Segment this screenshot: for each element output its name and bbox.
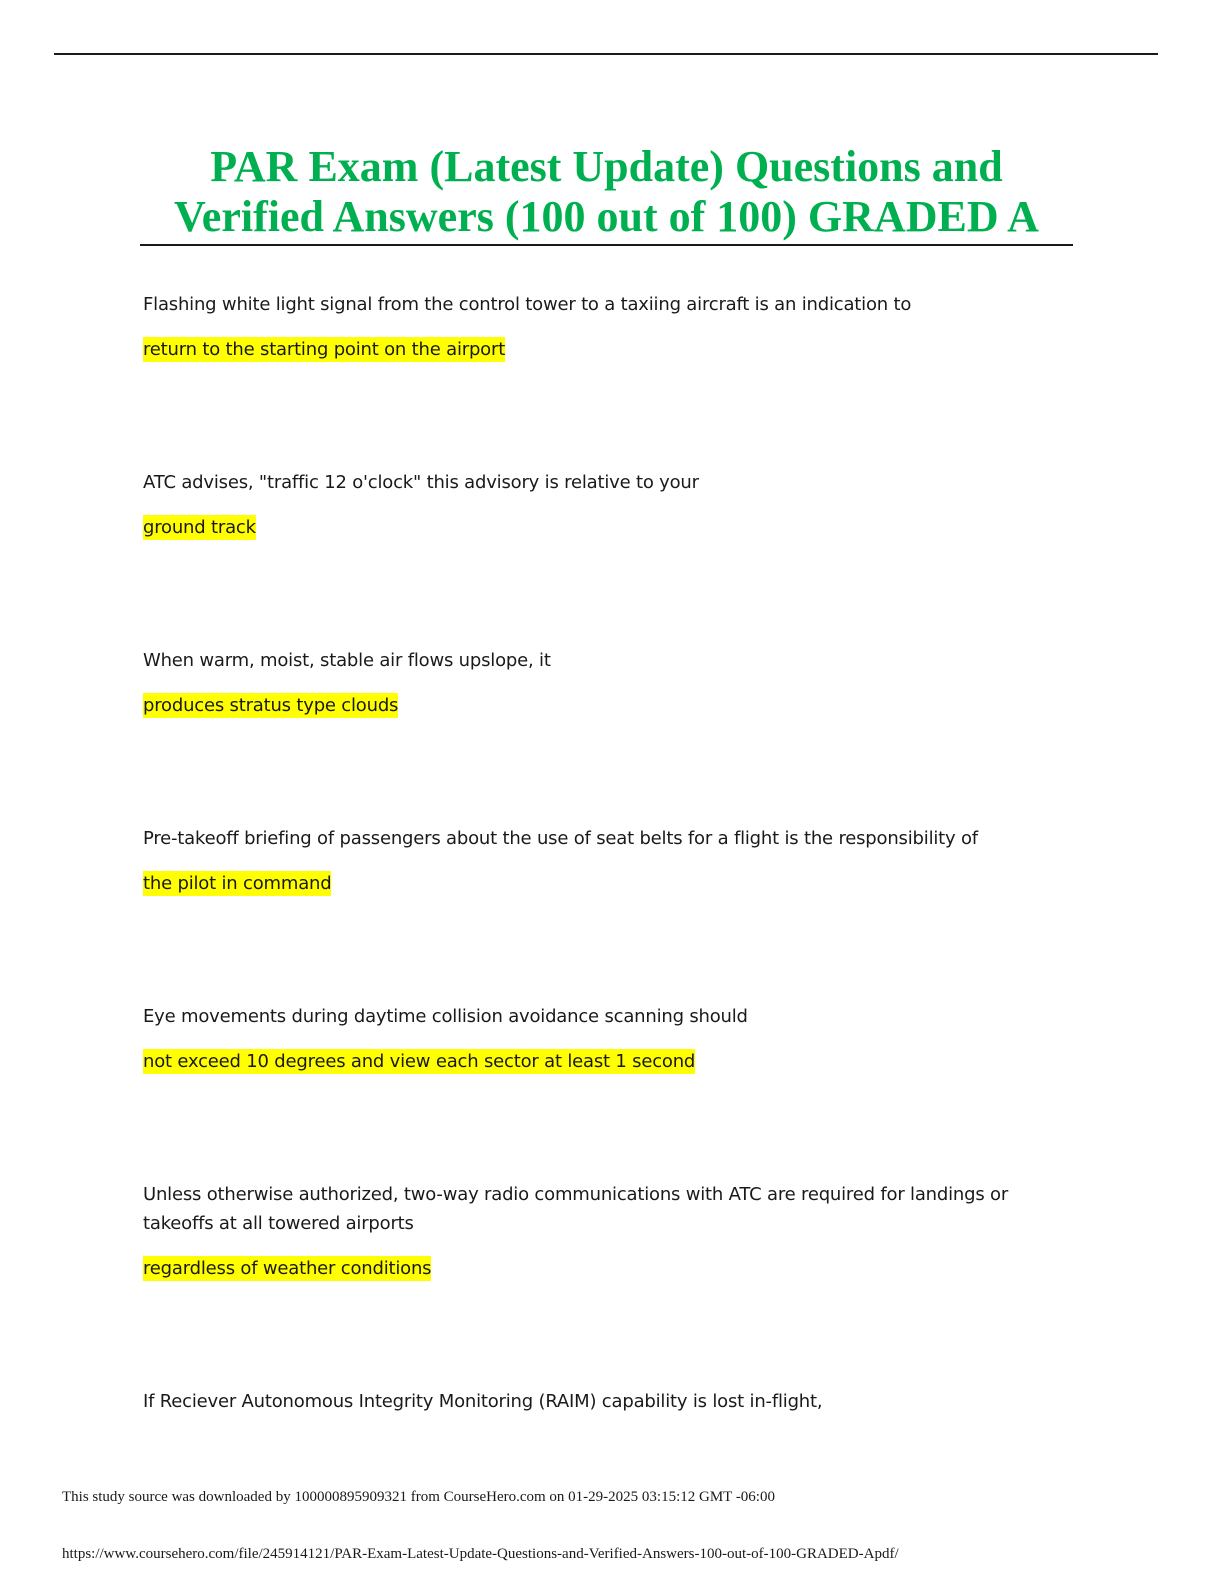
- answer-text: ground track: [143, 517, 256, 538]
- top-divider: [54, 53, 1158, 55]
- question-text: If Reciever Autonomous Integrity Monitoring (RAIM) capability is lost in-flight,: [143, 1391, 823, 1412]
- answer-text: regardless of weather conditions: [143, 1258, 432, 1279]
- qa-item: [143, 290, 1043, 364]
- answer-text: return to the starting point on the airport: [143, 339, 506, 360]
- footer-url[interactable]: https://www.coursehero.com/file/245914121/PAR-Exam-Latest-Update-Questions-and-Verified-Answers-100-out-of-100-GRADED-Apdf/: [62, 1546, 899, 1562]
- question-text: Flashing white light signal from the control tower to a taxiing aircraft is an indication to: [143, 294, 912, 315]
- qa-item: [143, 1387, 1043, 1416]
- answer-text: produces stratus type clouds: [143, 695, 399, 716]
- qa-item: [143, 1180, 1043, 1283]
- qa-item: [143, 468, 1043, 542]
- question-text: ATC advises, "traffic 12 o'clock" this advisory is relative to your: [143, 472, 699, 493]
- answer-text: not exceed 10 degrees and view each sector at least 1 second: [143, 1051, 696, 1072]
- question-text: Eye movements during daytime collision avoidance scanning should: [143, 1006, 748, 1027]
- question-text: Pre-takeoff briefing of passengers about the use of seat belts for a flight is the responsibility of: [143, 828, 978, 849]
- title-underline: [140, 244, 1073, 246]
- question-text: Unless otherwise authorized, two-way radio communications with ATC are required for landings or takeoffs at all towered airports: [143, 1184, 1009, 1234]
- qa-item: [143, 1002, 1043, 1076]
- qa-item: [143, 824, 1043, 898]
- footer-source-line: This study source was downloaded by 100000895909321 from CourseHero.com on 01-29-2025 03:15:12 GMT -06:00: [62, 1489, 775, 1505]
- document-title: PAR Exam (Latest Update) Questions and Verified Answers (100 out of 100) GRADED A: [174, 142, 1039, 241]
- qa-item: [143, 646, 1043, 720]
- answer-text: the pilot in command: [143, 873, 332, 894]
- question-text: When warm, moist, stable air flows upslope, it: [143, 650, 551, 671]
